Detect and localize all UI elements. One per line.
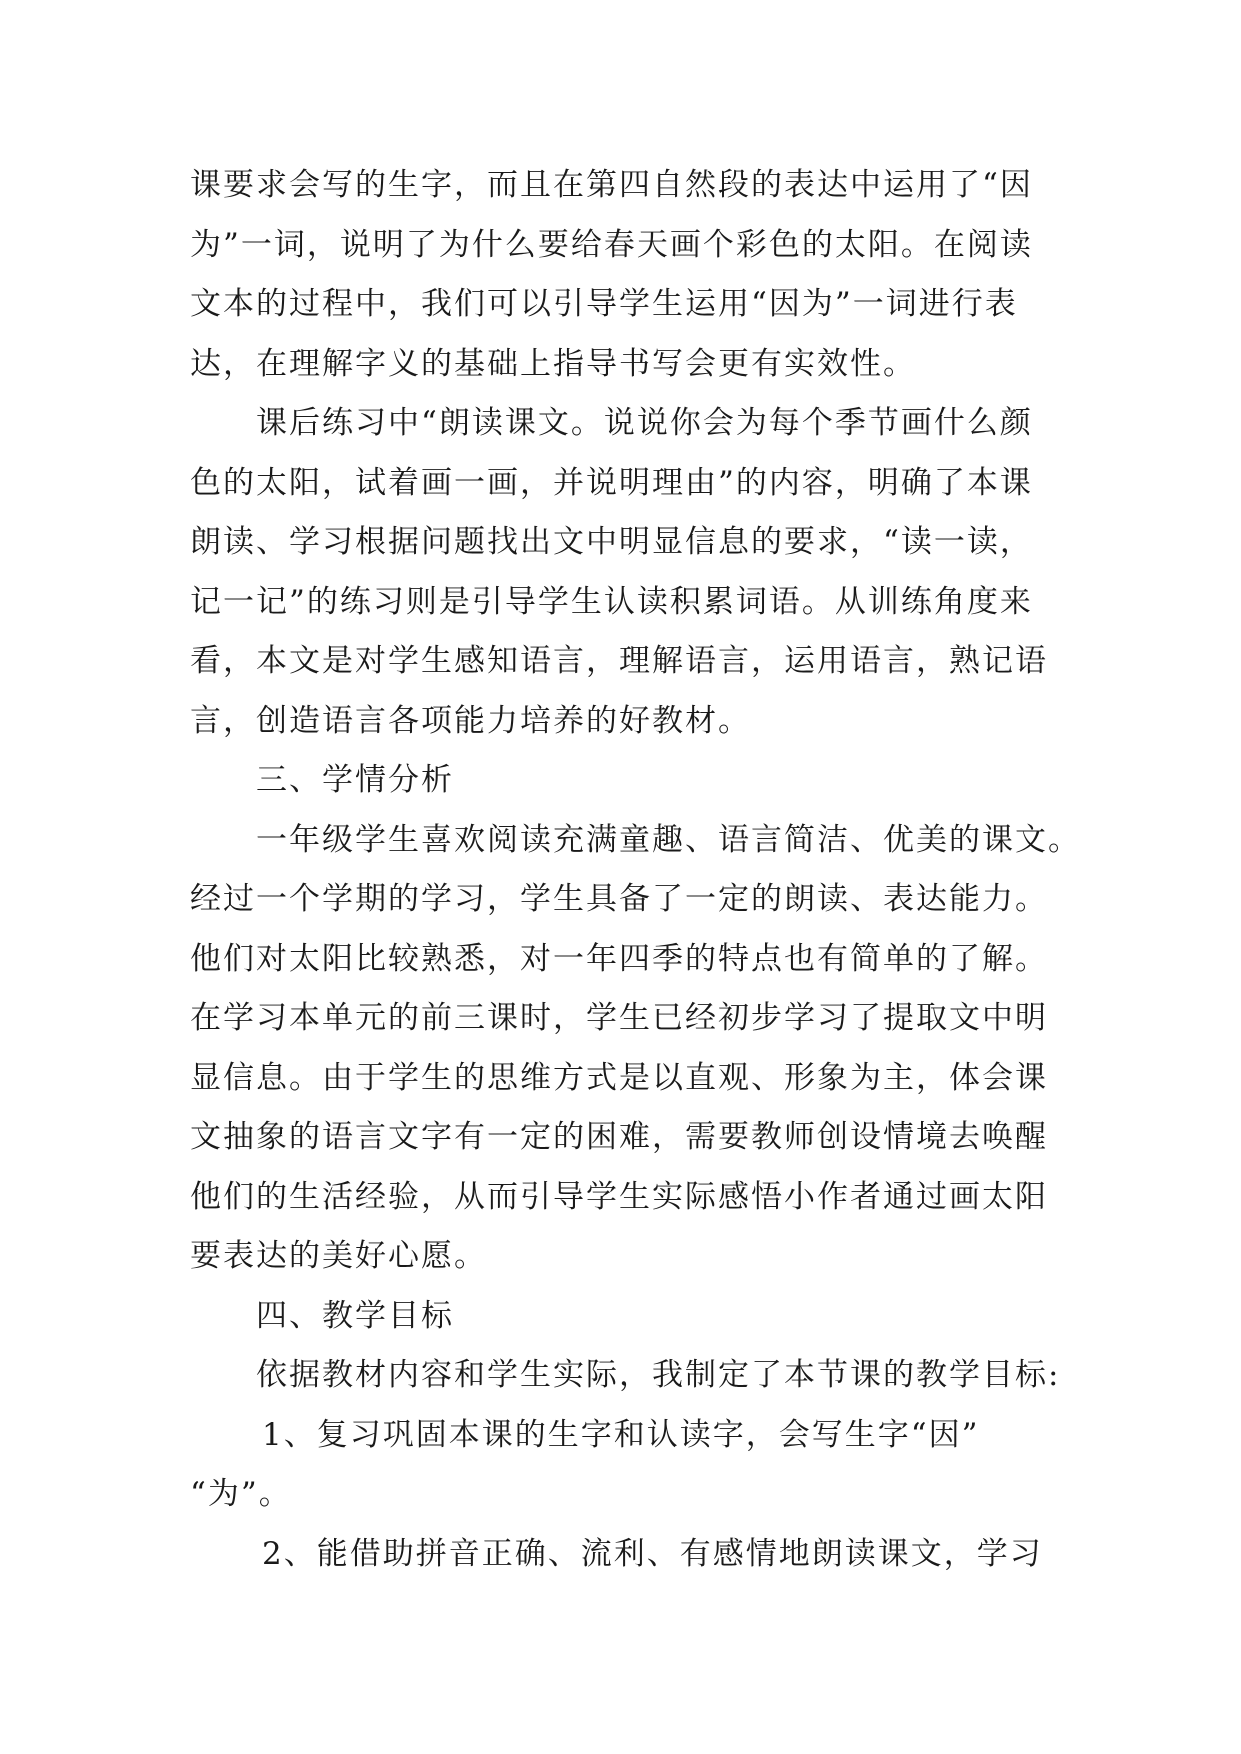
text-line: 显信息。由于学生的思维方式是以直观、形象为主，体会课 bbox=[190, 1059, 1048, 1096]
text-line: 经过一个学期的学习，学生具备了一定的朗读、表达能力。 bbox=[190, 881, 1048, 917]
text-line: 为”一词，说明了为什么要给春天画个彩色的太阳。在阅读 bbox=[190, 226, 1033, 263]
text-line: 言，创造语言各项能力培养的好教材。 bbox=[190, 702, 751, 739]
text-line: 他们的生活经验，从而引导学生实际感悟小作者通过画太阳 bbox=[190, 1178, 1048, 1215]
text-line: 记一记”的练习则是引导学生认读积累词语。从训练角度来 bbox=[190, 583, 1033, 620]
text-line: 看，本文是对学生感知语言，理解语言，运用语言，熟记语 bbox=[190, 643, 1048, 679]
paragraph-start-line: 课后练习中“朗读课文。说说你会为每个季节画什么颜 bbox=[256, 405, 1033, 441]
text-line: 要表达的美好心愿。 bbox=[190, 1238, 487, 1274]
text-line: “为”。 bbox=[190, 1476, 292, 1512]
text-line: 在学习本单元的前三课时，学生已经初步学习了提取文中明 bbox=[190, 1000, 1048, 1036]
text-line: 朗读、学习根据问题找出文中明显信息的要求，“读一读， bbox=[190, 524, 1033, 560]
document-body bbox=[190, 156, 1081, 1584]
list-item-2: 2、能借助拼音正确、流利、有感情地朗读课文，学习 bbox=[262, 1535, 1043, 1572]
text-line: 他们对太阳比较熟悉，对一年四季的特点也有简单的了解。 bbox=[190, 940, 1048, 977]
text-line: 达，在理解字义的基础上指导书写会更有实效性。 bbox=[190, 345, 916, 382]
list-item-1: 1、复习巩固本课的生字和认读字，会写生字“因” bbox=[262, 1416, 980, 1453]
section-heading-learning-analysis: 三、学情分析 bbox=[256, 762, 454, 798]
section-heading-teaching-goals: 四、教学目标 bbox=[256, 1297, 454, 1334]
text-line: 文抽象的语言文字有一定的困难，需要教师创设情境去唤醒 bbox=[190, 1119, 1048, 1155]
text-line: 色的太阳，试着画一画，并说明理由”的内容，明确了本课 bbox=[190, 464, 1033, 501]
paragraph-start-line: 依据教材内容和学生实际，我制定了本节课的教学目标: bbox=[256, 1357, 1061, 1393]
paragraph-start-line: 一年级学生喜欢阅读充满童趣、语言简洁、优美的课文。 bbox=[256, 821, 1081, 858]
text-line: 课要求会写的生字，而且在第四自然段的表达中运用了“因 bbox=[190, 167, 1033, 203]
text-line: 文本的过程中，我们可以引导学生运用“因为”一词进行表 bbox=[190, 286, 1018, 322]
